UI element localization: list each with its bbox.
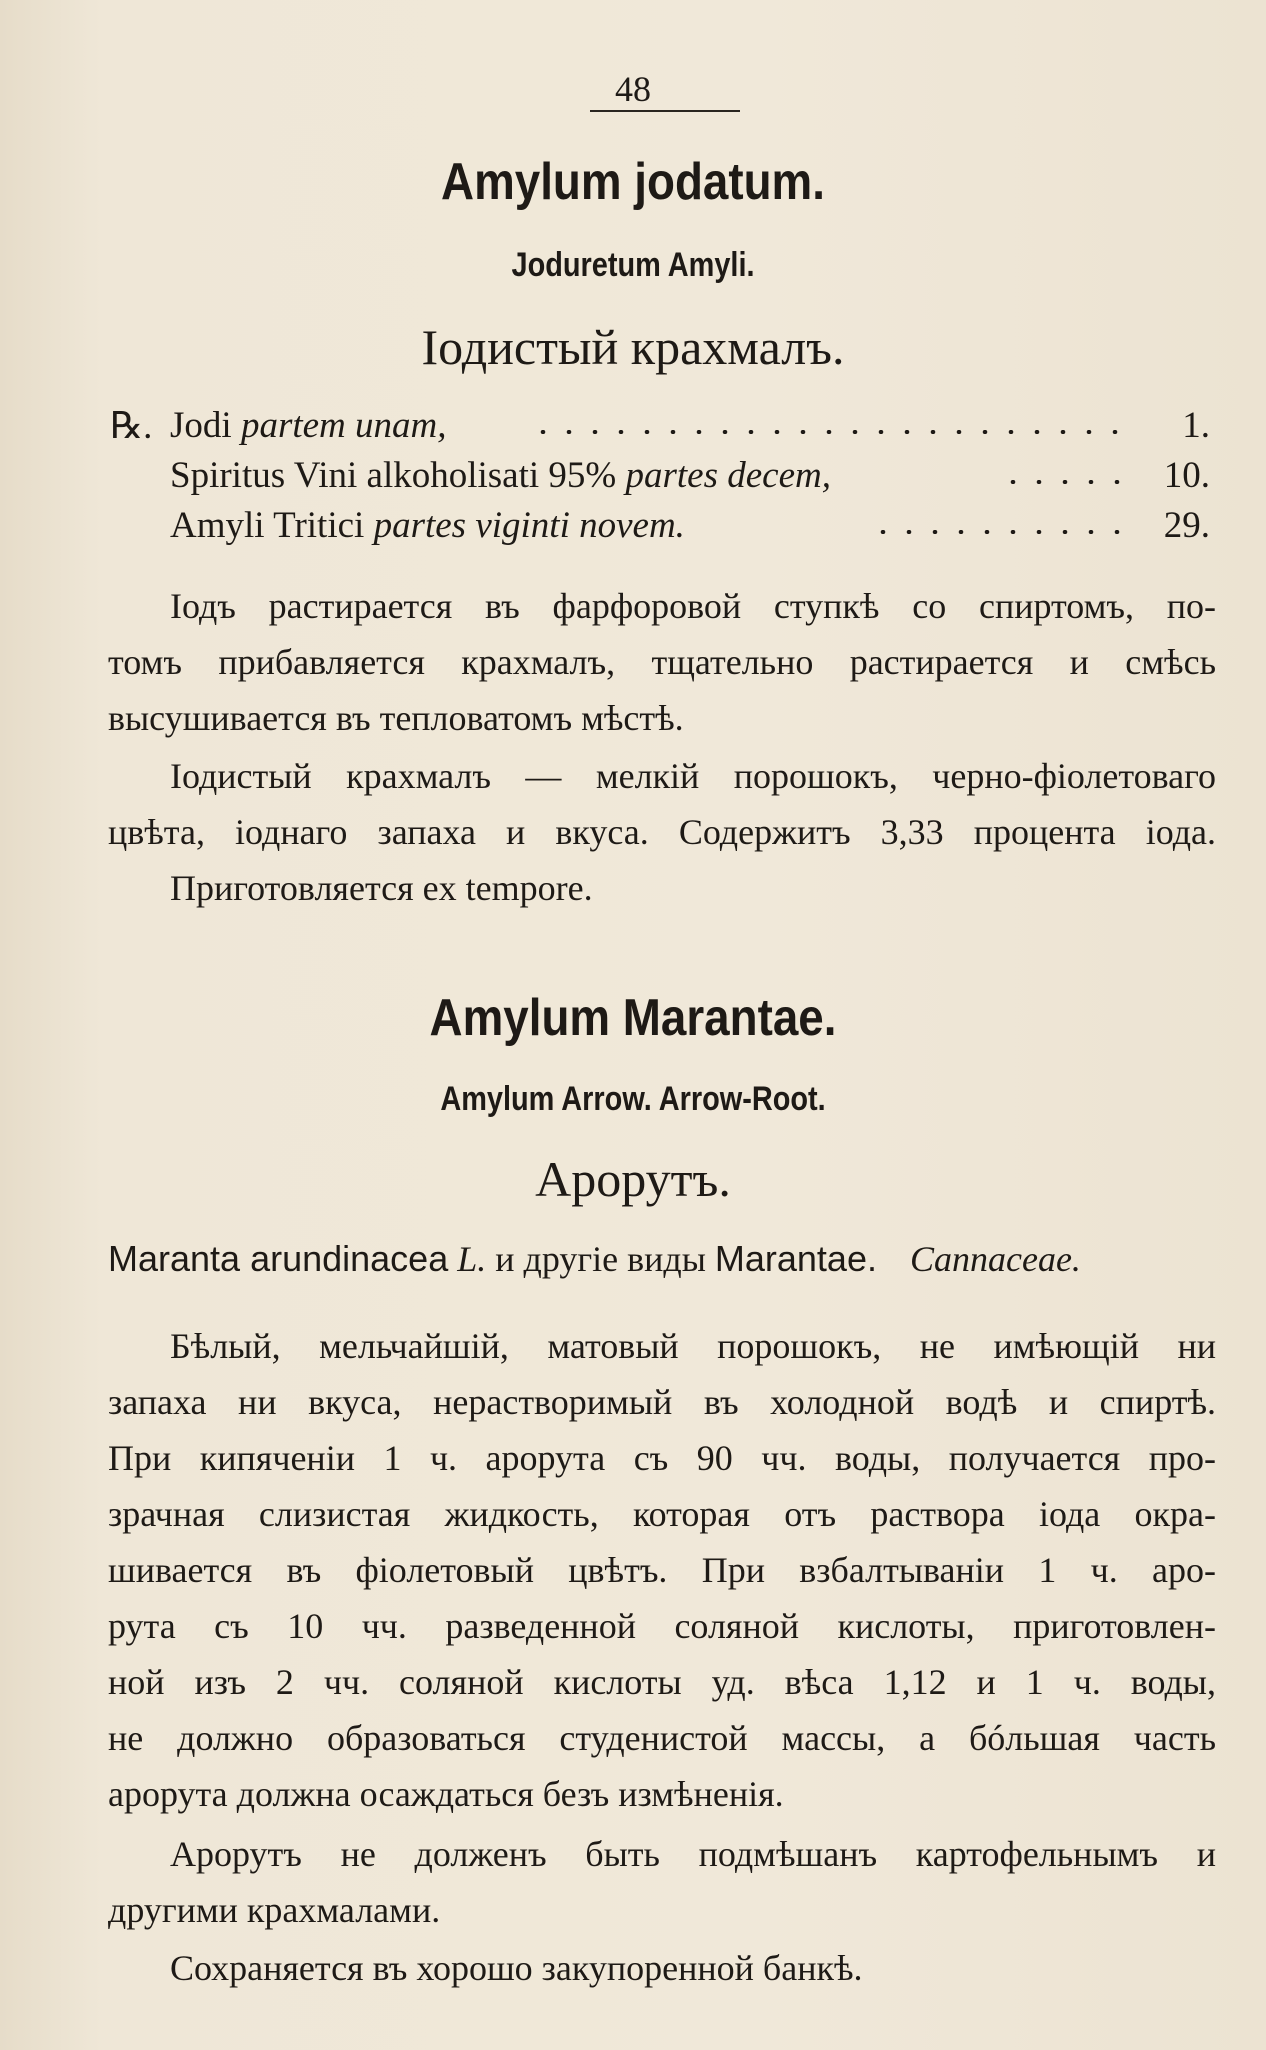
section-synonym-arrow-root: Amylum Arrow. Arrow-Root. [440,1080,826,1118]
species-latin-name: Maranta arundinacea [108,1238,449,1279]
ingredient-quantity: 1. [1182,405,1210,446]
text-line: запаха ни вкуса, нерастворимый въ холодной водѣ и спиртѣ. [108,1382,1216,1422]
ingredient-latin-quantity: partem unam, [240,405,447,446]
text-line: ной изъ 2 чч. соляной кислоты уд. вѣса 1,12 и 1 ч. воды, [108,1662,1216,1702]
text-line: Іодистый крахмалъ — мелкій порошокъ, черно-фіолетоваго [170,756,1216,796]
ingredient-quantity: 29. [1163,505,1210,546]
section-title-amylum-marantae: Amylum Marantae. [429,989,837,1047]
text-line: другими крахмалами. [108,1890,441,1930]
ingredient-name: Spiritus Vini alkoholisati 95% [170,455,617,496]
text-line: Іодъ растирается въ фарфоровой ступкѣ со спиртомъ, по- [170,586,1216,626]
section-russian-title-2: Арорутъ. [535,1151,731,1207]
paragraph-adulteration [108,1826,1216,1938]
paragraph-description-1 [108,748,1216,916]
text-line: Бѣлый, мельчайшій, матовый порошокъ, не имѣющій ни [170,1326,1216,1366]
leader-dots [530,430,1130,434]
text-line: Сохраняется въ хорошо закупоренной банкѣ. [170,1948,863,1988]
ingredient-latin-quantity: partes viginti novem. [373,505,685,546]
species-family: Cannaceae. [909,1239,1081,1279]
recipe-row [110,504,1210,554]
text-line: не должно образоваться студенистой массы, а бóльшая часть [108,1718,1216,1758]
paragraph-preparation [108,578,1216,746]
section-title-amylum-jodatum: Amylum jodatum. [441,153,825,211]
text-line: томъ прибавляется крахмалъ, тщательно растирается и смѣсь [108,642,1216,682]
species-line [108,1238,1216,1280]
recipe-row [110,454,1210,504]
text-line: При кипяченіи 1 ч. арорута съ 90 чч. воды, получается про- [108,1438,1216,1478]
species-author: L. [457,1239,487,1279]
section-russian-title-1: Іодистый крахмалъ. [421,319,845,375]
recipe-ingredient [170,404,446,447]
paragraph-description-2 [108,1318,1216,1822]
ingredient-quantity: 10. [1163,455,1210,496]
recipe-row [110,404,1210,454]
text-line: Приготовляется ex tempore. [170,868,593,908]
text-line: высушивается въ тепловатомъ мѣстѣ. [108,698,684,738]
text-line: зрачная слизистая жидкость, которая отъ раствора іода окра- [108,1494,1216,1534]
text-line: арорута должна осаждаться безъ измѣненія. [108,1774,784,1814]
page-number: 48 [615,69,651,109]
recipe-ingredient [170,504,685,547]
ingredient-name: Jodi [170,405,232,446]
species-genus: Marantae. [714,1238,877,1279]
text-line: рута съ 10 чч. разведенной соляной кислоты, приготовлен- [108,1606,1216,1646]
recipe-ingredient [170,454,831,497]
paragraph-storage [108,1940,1216,1996]
leader-dots [1000,480,1130,484]
leader-dots [870,530,1130,534]
species-text: и другіе виды [495,1239,706,1279]
ingredient-latin-quantity: partes decem, [625,455,831,496]
section-synonym-joduretum: Joduretum Amyli. [511,246,755,284]
recipe-symbol: ℞. [110,406,153,447]
text-line: Арорутъ не долженъ быть подмѣшанъ картофельнымъ и [170,1834,1216,1874]
header-rule [590,110,740,112]
ingredient-name: Amyli Tritici [170,505,365,546]
text-line: цвѣта, іоднаго запаха и вкуса. Содержитъ 3,33 процента іода. [108,812,1216,852]
text-line: шивается въ фіолетовый цвѣтъ. При взбалтываніи 1 ч. аро- [108,1550,1216,1590]
